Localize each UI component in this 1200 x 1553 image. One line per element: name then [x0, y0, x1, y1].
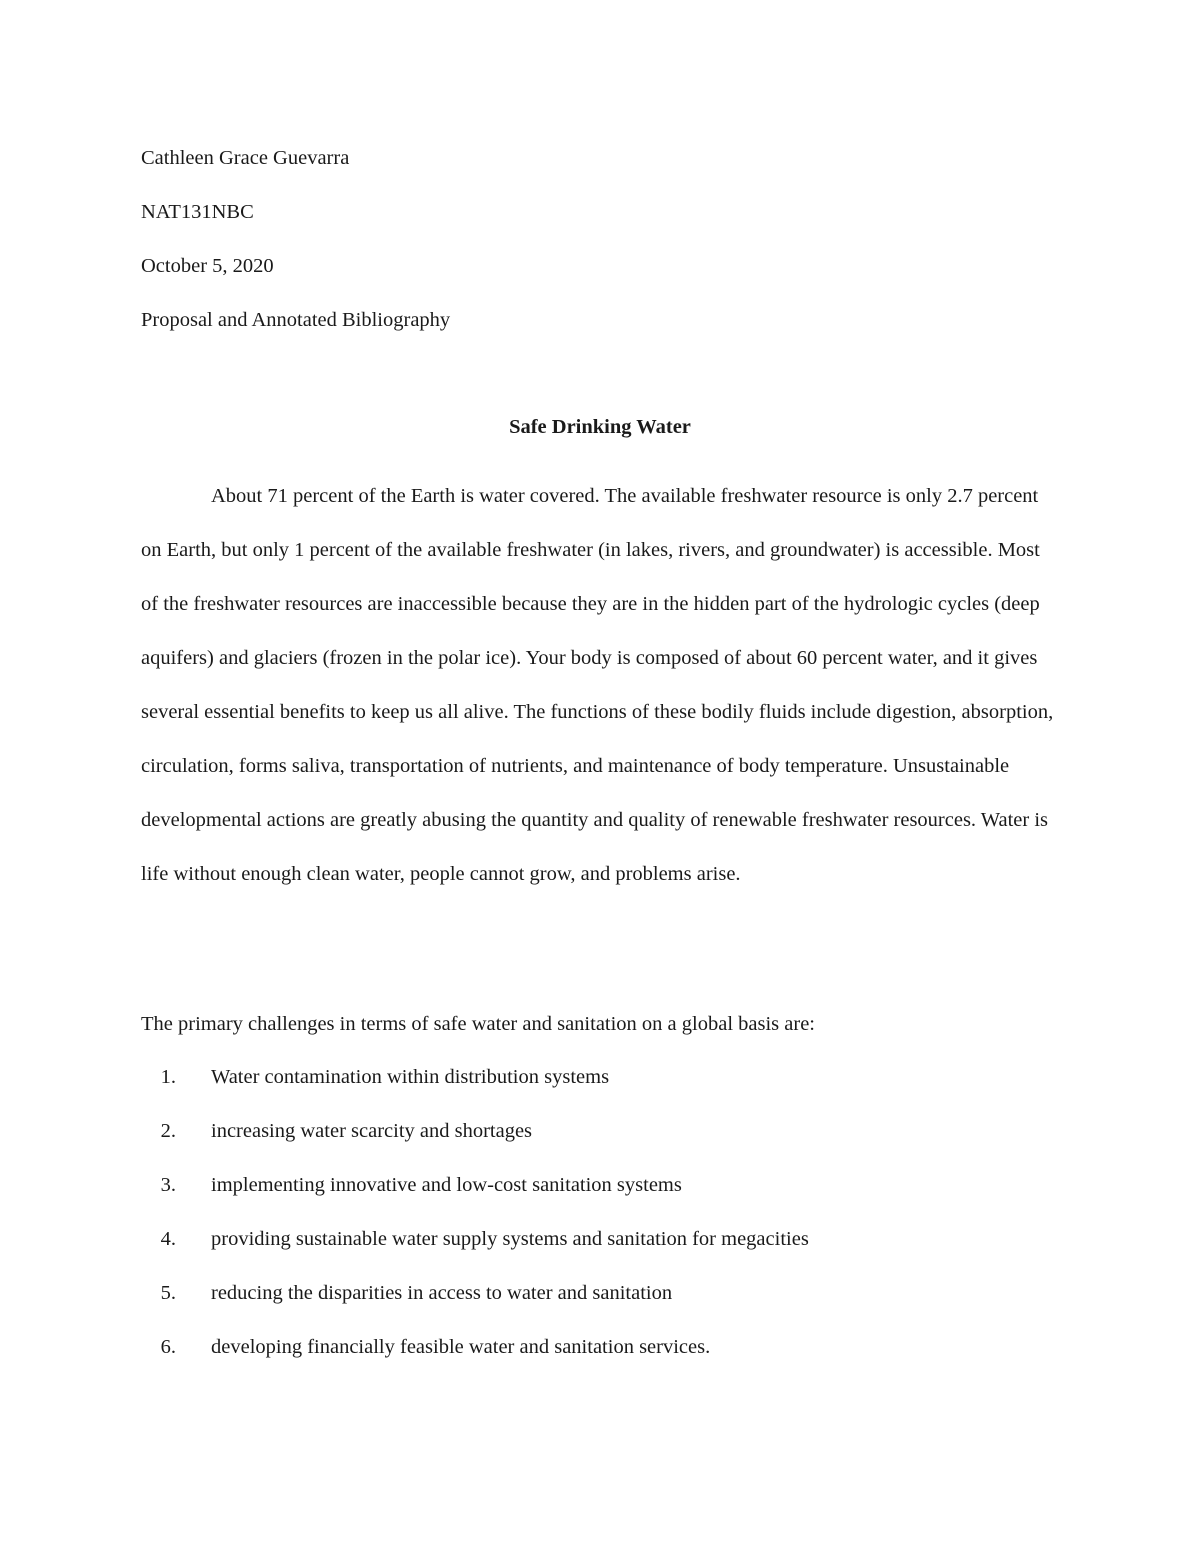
course-code: NAT131NBC [141, 201, 254, 223]
list-item [141, 1065, 609, 1089]
challenges-intro: The primary challenges in terms of safe water and sanitation on a global basis are: [141, 1013, 815, 1035]
body-paragraph: About 71 percent of the Earth is water covered. The available freshwater resource is only 2.7 percent on Earth, but only 1 percent of the available freshwater (in lakes, rivers, and groundwater) is accessible. Most of the freshwater resources are inaccessible because they are in the hidden part of the hydrologic cycles (deep aquifers) and glaciers (frozen in the polar ice). Your body is composed of about 60 percent water, and it gives several essential benefits to keep us all alive. The functions of these bodily fluids include digestion, absorption, circulation, forms saliva, transportation of nutrients, and maintenance of body temperature. Unsustainable developmental actions are greatly abusing the quantity and quality of renewable freshwater resources. Water is life without enough clean water, people cannot grow, and problems arise. [141, 485, 1054, 885]
list-item [141, 1335, 710, 1359]
list-item-number: 6. [160, 1336, 176, 1358]
list-item-text: implementing innovative and low-cost sanitation systems [211, 1174, 682, 1196]
list-item-text: developing financially feasible water and sanitation services. [211, 1336, 711, 1358]
document-date: October 5, 2020 [141, 255, 274, 277]
list-item-number: 5. [160, 1282, 176, 1304]
list-item [141, 1119, 532, 1143]
list-item [141, 1227, 809, 1251]
assignment-title: Proposal and Annotated Bibliography [141, 309, 451, 331]
page-title: Safe Drinking Water [509, 416, 691, 438]
list-item-text: reducing the disparities in access to water and sanitation [211, 1282, 673, 1304]
list-item-text: providing sustainable water supply systems and sanitation for megacities [211, 1228, 809, 1250]
list-item [141, 1173, 682, 1197]
list-item-text: Water contamination within distribution systems [211, 1066, 610, 1088]
list-item-text: increasing water scarcity and shortages [211, 1120, 533, 1142]
list-item-number: 4. [160, 1228, 176, 1250]
list-item-number: 2. [160, 1120, 176, 1142]
list-item-number: 3. [160, 1174, 176, 1196]
author-name: Cathleen Grace Guevarra [141, 147, 350, 169]
list-item-number: 1. [160, 1066, 176, 1088]
list-item [141, 1281, 672, 1305]
